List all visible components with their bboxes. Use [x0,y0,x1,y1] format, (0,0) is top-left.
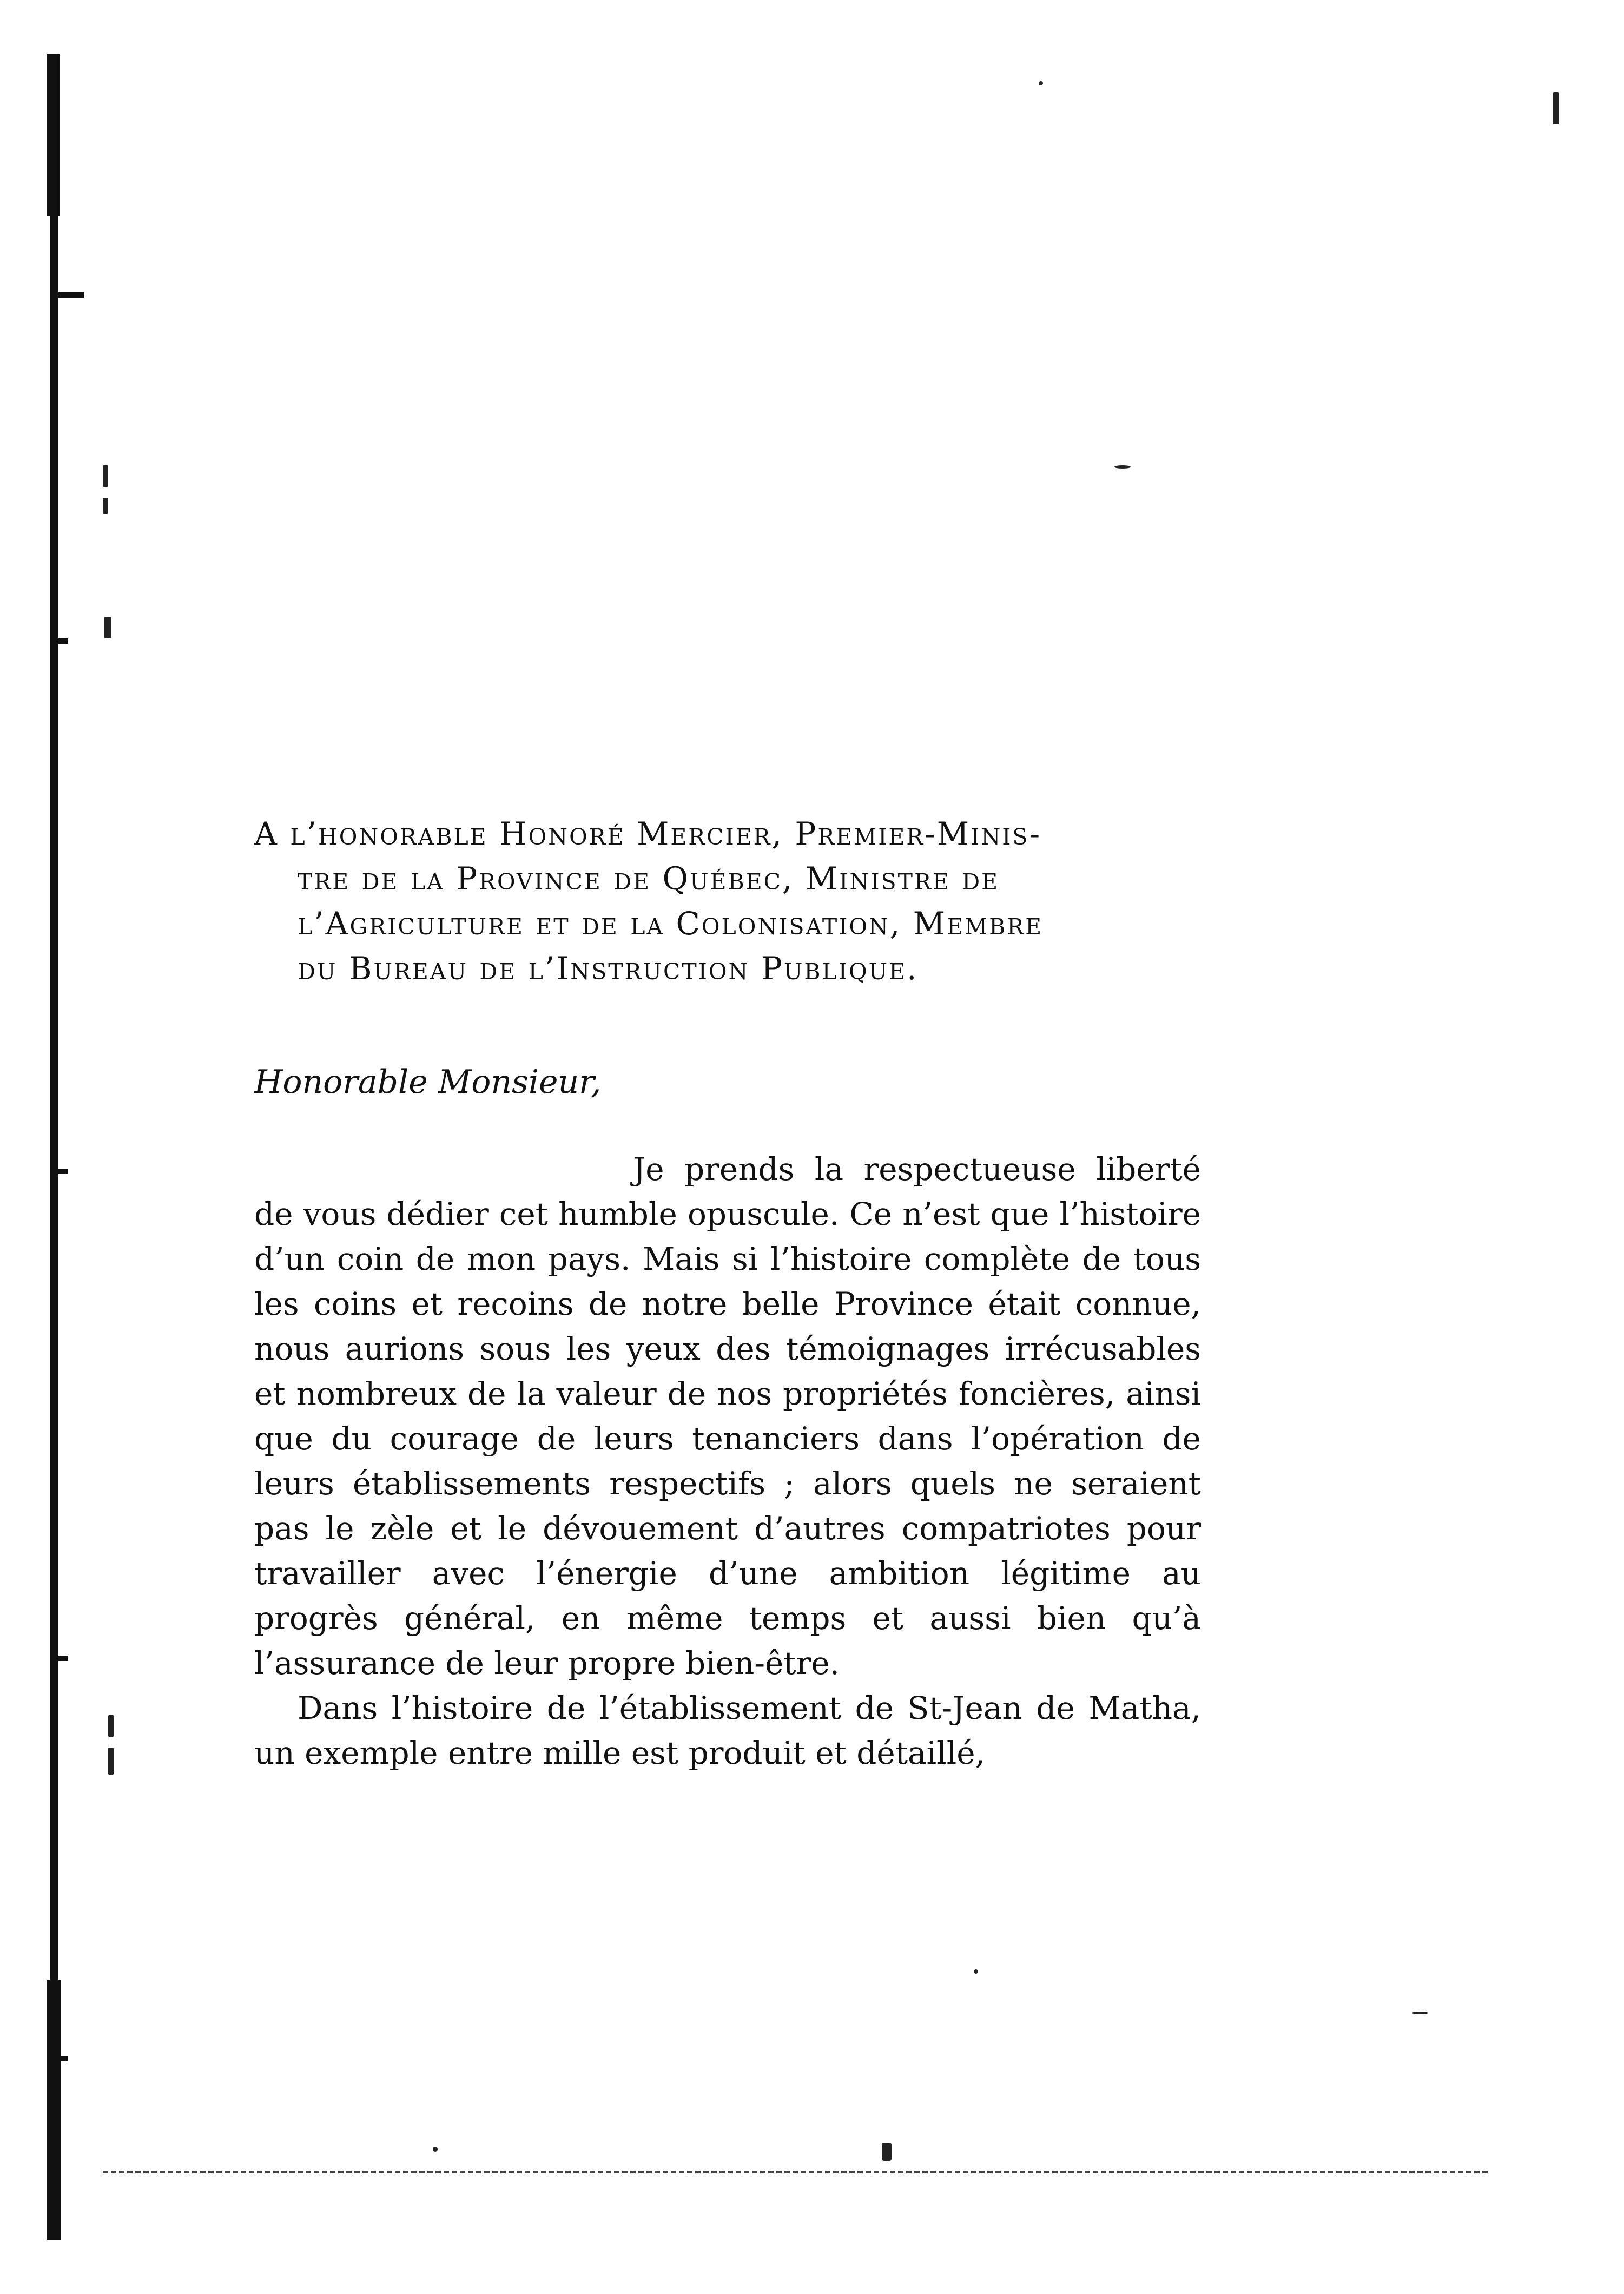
letter-body [254,1147,1201,1776]
scan-speck [108,1715,114,1737]
binding-mark [52,1656,68,1661]
scan-speck [103,498,108,514]
scan-speck [974,1969,978,1974]
scan-speck [1039,81,1043,85]
binding-mark [52,1169,68,1174]
binding-edge [50,54,58,2229]
paragraph: Dans l’histoire de l’établissement de St-Jean de Matha, un exemple entre mille est produit et détaillé, [254,1690,1201,1771]
scan-speck [103,465,108,487]
dedication [254,812,1201,991]
scan-speck [104,617,111,638]
scan-speck [1553,92,1559,124]
binding-mark [52,638,68,644]
scan-speck [1412,2012,1428,2014]
binding-edge-bottom [47,1980,61,2240]
salutation: Honorable Monsieur, [254,1063,602,1101]
dedication-line: A l’honorable Honoré Mercier, Premier-Minis- [254,815,1042,852]
bottom-rule [103,2171,1488,2173]
scan-speck [108,1748,114,1775]
scan-speck [433,2147,438,2152]
binding-mark [52,292,84,298]
dedication-line: du Bureau de l’Instruction Publique. [298,950,919,987]
binding-mark [52,2056,68,2061]
dedication-line: l’Agriculture et de la Colonisation, Membre [298,905,1044,942]
scan-speck [1114,465,1131,469]
paragraph: Je prends la respectueuse liberté de vous dédier cet humble opuscule. Ce n’est que l’histoire d’un coin de mon pays. Mais si l’histoire complète de tous les coins et recoins de notre belle Province était connue, nous aurions sous les yeux des témoignages irrécusables et nombreux de la valeur de nos propriétés foncières, ainsi que du courage de leurs tenanciers dans l’opération de leurs établissements respectifs ; alors quels ne seraient pas le zèle et le dévouement d’autres compatriotes pour travailler avec l’énergie d’une ambition légitime au progrès général, en même temps et aussi bien qu’à l’assurance de leur propre bien-être. [254,1151,1201,1682]
scan-speck [882,2143,892,2161]
dedication-line: tre de la Province de Québec, Ministre de [298,860,999,897]
binding-edge-top [47,54,60,216]
